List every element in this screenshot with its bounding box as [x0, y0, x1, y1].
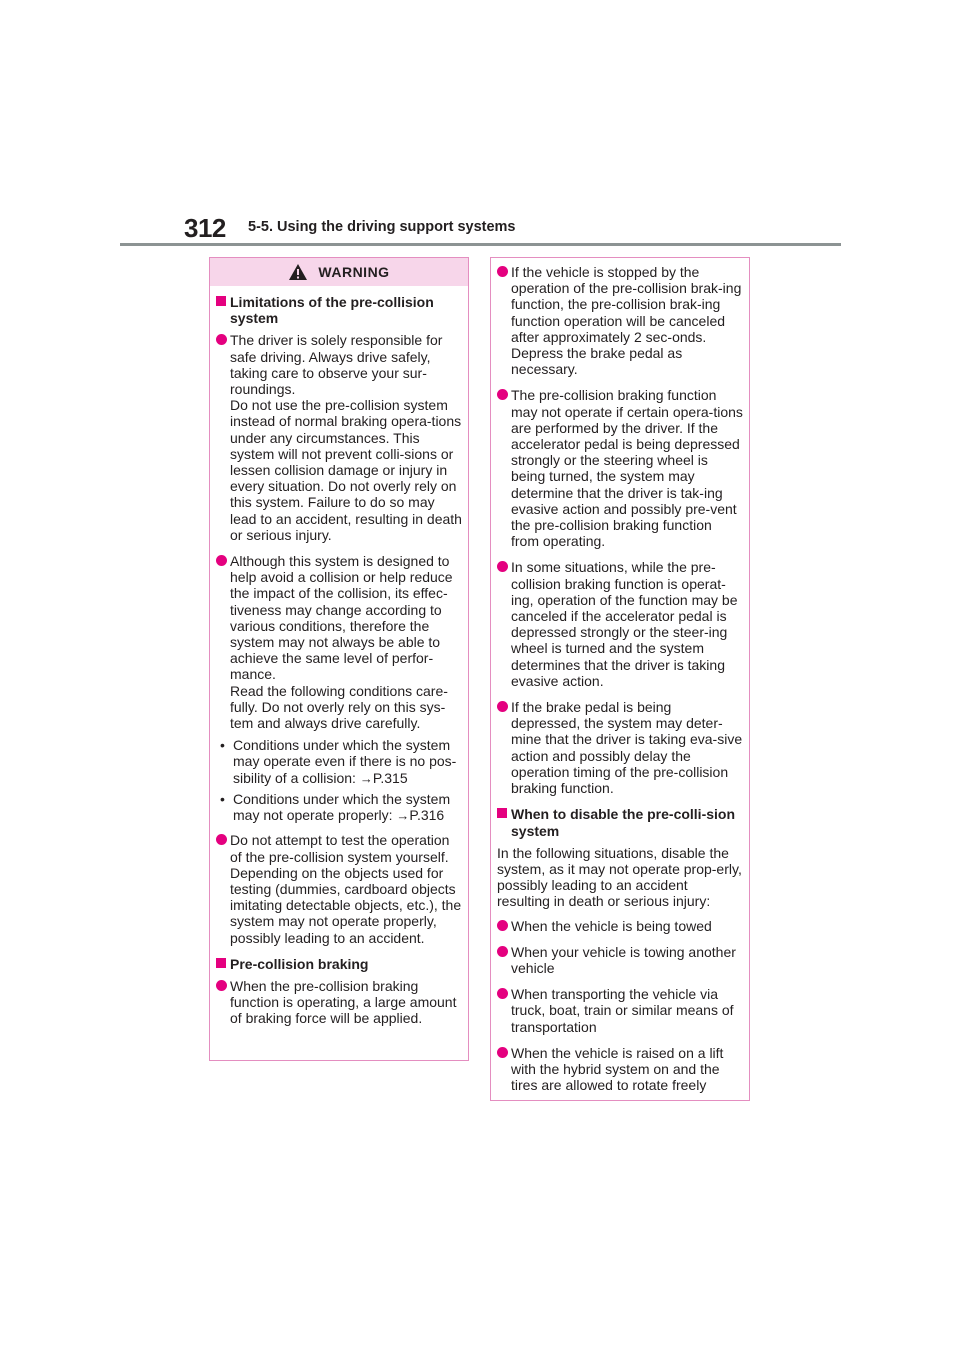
reference-arrow-icon: →: [359, 770, 373, 786]
list-item: When the vehicle is raised on a lift with the hybrid system on and the tires are allowed to rotate freely: [497, 1045, 743, 1094]
warning-bullet-2-para-2: Read the following conditions care-fully. Do not overly rely on this sys-tem and always drive carefully.: [230, 682, 448, 732]
right-bullet-2: The pre-collision braking function may not operate if certain opera-tions are performed by the driver. If the accelerator pedal is being depressed strongly or the steering wheel is being turned, the system may determine that the driver is tak-ing evasive action and possibly pre-vent the pre-collision braking function from operating.: [497, 387, 743, 549]
warning-bullet-1-para-2: Do not use the pre-collision system instead of normal braking opera-tions under any circumstances. This system will not prevent colli-sions or lessen collision damage or injury in every situation. Do not overly rely on this system. Failure to do so may lead to an accident, resulting in death or serious injury.: [230, 397, 462, 543]
section-title: 5-5. Using the driving support systems: [248, 219, 516, 235]
warning-box-continued: [490, 257, 750, 1101]
sub-item-may-operate: [216, 737, 462, 787]
warning-bullet-2: [216, 553, 462, 731]
warning-bullet-1-para-1: The driver is solely responsible for safe driving. Always drive safely, taking care to observe your sur-roundings.: [230, 332, 443, 398]
warning-box: [209, 257, 469, 1061]
right-bullet-4: If the brake pedal is being depressed, the system may deter-mine that the driver is taking eva-sive action and possibly delay the operation timing of the pre-collision braking function.: [497, 699, 743, 796]
right-bullet-1: If the vehicle is stopped by the operation of the pre-collision brak-ing function, the pre-collision brak-ing function operation will be canceled after approximately 2 sec-onds. Depress the brake pedal as necessary.: [497, 264, 743, 377]
list-item: When transporting the vehicle via truck, boat, train or similar means of transportation: [497, 986, 743, 1035]
warning-bullet-3: Do not attempt to test the operation of the pre-collision system yourself. Depending on the objects used for testing (dummies, cardboard objects imitating detectable objects, etc.), the system may not operate properly, possibly leading to an accident.: [216, 832, 462, 945]
heading-disable-system: When to disable the pre-colli-sion system: [497, 806, 743, 838]
header-rule: [120, 243, 841, 246]
right-bullet-3: In some situations, while the pre-collision braking function is operat-ing, operation of the function may be canceled if the accelerator pedal is depressed strongly or the steer-ing wheel is turned and the system determines that the driver is taking evasive action.: [497, 559, 743, 689]
warning-bullet-1: [216, 332, 462, 543]
list-item: When your vehicle is towing another vehicle: [497, 944, 743, 976]
warning-label: WARNING: [318, 263, 390, 280]
heading-limitations: Limitations of the pre-collision system: [216, 294, 462, 326]
warning-bullet-4: When the pre-collision braking function is operating, a large amount of braking force will be applied.: [216, 978, 462, 1027]
page-reference-link[interactable]: P.315: [372, 769, 408, 786]
sub-item-may-not-operate: [216, 791, 462, 824]
list-item: When the vehicle is being towed: [497, 918, 743, 934]
warning-triangle-icon: [288, 263, 308, 281]
heading-pre-collision-braking: Pre-collision braking: [216, 956, 462, 972]
disable-intro-text: In the following situations, disable the system, as it may not operate prop-erly, possibly leading to an accident resulting in death or serious injury:: [497, 844, 742, 910]
warning-header: [210, 258, 468, 286]
warning-bullet-2-para-1: Although this system is designed to help avoid a collision or help reduce the impact of the collision, its effec-tiveness may change according to various conditions, therefore the system may not always be able to achieve the same level of perfor-mance.: [230, 553, 453, 683]
reference-arrow-icon: →: [396, 808, 410, 824]
sub-item-2-text: Conditions under which the system may not operate properly:: [233, 790, 451, 824]
page-number: 312: [184, 213, 226, 243]
sub-item-1-text: Conditions under which the system may operate even if there is no pos-sibility of a collision:: [233, 737, 457, 786]
page-reference-link[interactable]: P.316: [409, 807, 445, 824]
